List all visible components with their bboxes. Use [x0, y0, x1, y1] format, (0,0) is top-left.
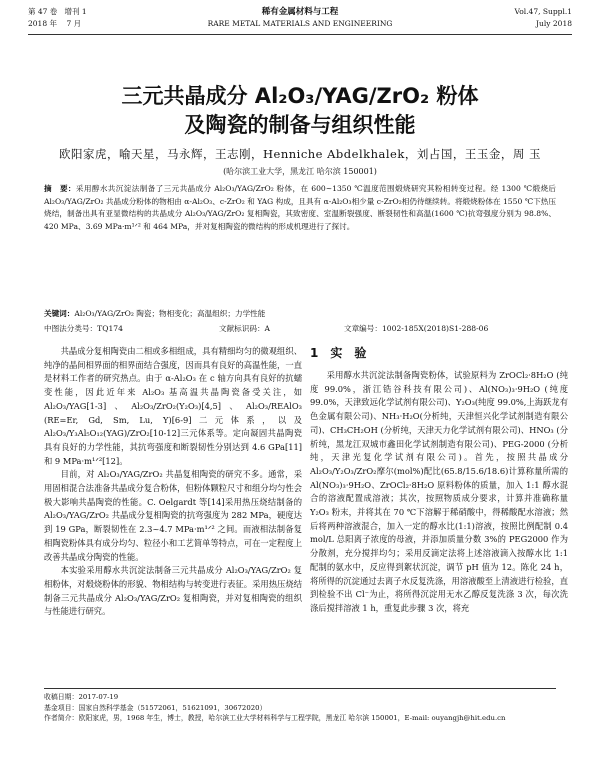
supplement-cn: 增刊 1 — [64, 7, 87, 16]
journal-name-en: RARE METAL MATERIALS AND ENGINEERING — [207, 19, 393, 28]
abstract-text: 采用醇水共沉淀法制备了三元共晶成分 Al₂O₃/YAG/ZrO₂ 粉体，在 600~1350 ℃温度范围煅烧研究其粉相转变过程。经 1300 ℃煅烧后 Al₂O₃/YAG/ZrO₂ 共晶成分粉体的物相由 α-Al₂O₃、c-ZrO₂ 和 YAG 构成，且具有 α-Al₂O₃相少量 c-ZrO₂相仍待继续转。将煅烧粉体在 1550 ℃下热压烧结，制备出具有亚显微结构的共晶成分 Al₂O₃/YAG/ZrO₂ 复相陶瓷，其致密度、室温断裂强度、断裂韧性和高温(1600 ℃)抗弯强度分别为 98.8%、420 MPa、3.69 MPa·m¹ᐟ² 和 464 MPa，并对复相陶瓷的微结构的形成机理进行了探讨。 — [44, 184, 557, 231]
intro-paragraph-2: 目前，对 Al₂O₃/YAG/ZrO₂ 共晶复相陶瓷的研究不多。通常，采用固相混合法准备共晶成分复合粉体，但粉体颗粒尺寸和组分均匀性会极大影响共晶陶瓷的性能。C. Oelgardt 等[14]采用热压烧结制备的 Al₂O₃/YAG/ZrO₂ 共晶成分复相陶瓷的抗弯强度为 282 MPa，硬度达到 19 GPa，断裂韧性在 2.3~4.7 MPa·m¹ᐟ² 之间。而液相法制备复相陶瓷粉体具有成分均匀、粒径小和工艺简单等特点，可在一定程度上改善共晶成分陶瓷的性能。 — [44, 469, 302, 562]
running-header — [28, 6, 572, 44]
intro-paragraph-3: 本实验采用醇水共沉淀法制备三元共晶成分 Al₂O₃/YAG/ZrO₂ 复相粉体，对煅烧粉体的形貌、物相结构与转变进行表征。采用热压烧结制备三元共晶成分 Al₂O₃/YAG/ZrO₂ 复相陶瓷，并对复相陶瓷的组织与性能进行研究。 — [44, 565, 302, 617]
volume-en: Vol.47, Suppl.1 — [514, 7, 572, 16]
date-en: July 2018 — [536, 19, 572, 28]
document-code: 文献标识码：A — [219, 324, 271, 333]
header-center — [28, 6, 572, 30]
paper-title — [40, 82, 560, 140]
author-list: 欧阳家虎，喻天星，马永辉，王志刚，Henniche Abdelkhalek，刘占国，王玉金，周 玉 — [59, 147, 541, 161]
intro-paragraph-1: 共晶成分复相陶瓷由二相或多相组成，具有精细均匀的微观组织、纯净的晶间相界面的相界面结合强度，因而具有良好的高温性能，一直是材料工作者的研究热点。由于 α-Al₂O₃ 在 c 轴方向具有良好的抗蠕变性能，因此近年来 Al₂O₃ 基高温共晶陶瓷备受关注，如 Al₂O₃/YAG[1-3]、Al₂O₃/ZrO₂(Y₂O₃)[4,5]、Al₂O₃/REAlO₃ (RE=Er, Gd, Sm, Lu, Y)[6-9]二元体系，以及 Al₂O₃/Y₃Al₅O₁₂(YAG)/ZrO₂[10-12]三元体系等。定向凝固共晶陶瓷具有良好的力学性能，其抗弯强度和断裂韧性分别达到 4.6 GPa[11]和 9 MPa·m¹ᐟ²[12]。 — [44, 346, 302, 466]
received-date: 收稿日期：2017-07-19 — [44, 693, 119, 701]
header-right — [515, 6, 572, 30]
title-line-2: 及陶瓷的制备与组织性能 — [184, 113, 416, 137]
affiliation: (哈尔滨工业大学，黑龙江 哈尔滨 150001) — [223, 167, 377, 176]
footnote — [44, 688, 556, 724]
year-cn: 2018 年 — [28, 19, 57, 28]
clc-number: 中图法分类号：TQ174 — [44, 324, 123, 333]
month-cn: 7 月 — [66, 19, 82, 28]
keywords — [44, 308, 556, 319]
article-number: 文章编号：1002-185X(2018)S1-288-06 — [344, 324, 489, 333]
right-column — [310, 345, 568, 616]
section-heading: 1 实 验 — [310, 346, 367, 360]
volume-cn: 第 47 卷 — [28, 7, 58, 16]
abstract — [44, 183, 556, 233]
header-rule — [28, 34, 572, 35]
author-bio: 作者简介：欧阳家虎，男，1968 年生，博士，教授，哈尔滨工业大学材料科学与工程学院，黑龙江 哈尔滨 150001，E-mail: ouyangjh@hit.edu.cn — [44, 714, 506, 722]
journal-name-cn: 稀有金属材料与工程 — [261, 7, 339, 17]
keywords-text: Al₂O₃/YAG/ZrO₂ 陶瓷；物相变化；高温组织；力学性能 — [74, 309, 266, 318]
experiment-paragraph: 采用醇水共沉淀法制备陶瓷粉体，试验原料为 ZrOCl₂·8H₂O (纯度 99.0%，浙江锆谷科技有限公司)、Al(NO₃)₃·9H₂O (纯度 99.0%，天津致远化学试剂有限公司)、Y₂O₃(纯度 99.0%,上海跃龙有色金属有限公司)、NH₃·H₂O(分析纯，天津恒兴化学试剂制造有限公司)、CH₃CH₂OH (分析纯，天津天力化学试剂有限公司)、HNO₃ (分析纯，黑龙江双城市鑫田化学试剂制造有限公司)、PEG-2000 (分析纯，天津光复化学试剂有限公司)。首先，按照共晶成分 Al₂O₃/Y₂O₃/ZrO₂摩尔(mol%)配比(65.8/15.6/18.6)计算称量所需的 Al(NO₃)₃·9H₂O、ZrOCl₂·8H₂O 原料粉体的质量，加入 1:1 醇水混合的溶液配置成溶液；其次，按照物质成分要求，计算并准确称量 Y₂O₃ 粉末，并将其在 70 ℃下溶解于稀硝酸中，得稀酸配水溶液；然后将两种溶液混合，加入一定的醇水比(1:1)溶液，按照比例配制 0.4 mol/L 总阳离子浓度的母液，并添加质量分数 3%的 PEG2000 作为分散剂，充分搅拌均匀；采用反滴定法将上述溶液滴入按醇水比 1:1 配制的氨水中，反应得到絮状沉淀，调节 pH 值为 12。陈化 24 h，将所得的沉淀通过去离子水反复洗涤，用溶液酸至上清液进行检验，直到检验不出 Cl⁻为止，将所得沉淀用无水乙醇反复洗涤 3 次，每次洗涤后搅拌溶液 1 h，重复此步骤 3 次，将充 — [310, 370, 568, 613]
keywords-label: 关键词： — [44, 309, 75, 318]
abstract-label: 摘 要： — [44, 184, 76, 193]
fund-info: 基金项目：国家自然科学基金（51572061，51621091，30672020） — [44, 703, 267, 712]
classification-line — [44, 323, 556, 335]
title-line-1: 三元共晶成分 Al₂O₃/YAG/ZrO₂ 粉体 — [121, 84, 479, 108]
left-column — [44, 345, 302, 619]
